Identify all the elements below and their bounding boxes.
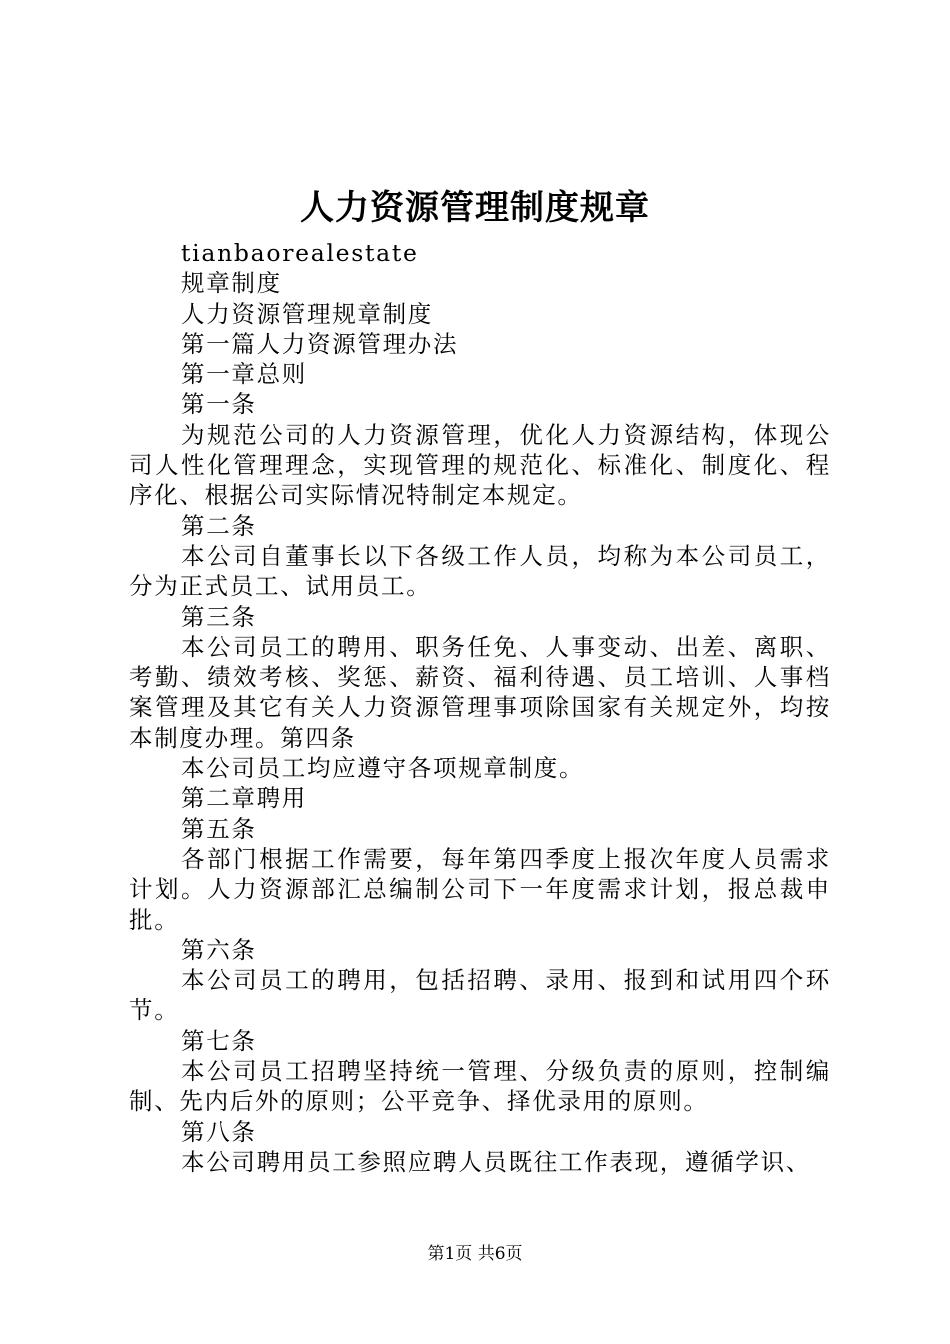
paragraph: 第三条: [181, 602, 257, 631]
paragraph: 第一章总则: [181, 360, 307, 389]
paragraph: 规章制度: [181, 269, 282, 298]
paragraph: 本公司自董事长以下各级工作人员，均称为本公司员工，分为正式员工、试用员工。: [129, 541, 831, 601]
paragraph: 本公司员工招聘坚持统一管理、分级负责的原则，控制编制、先内后外的原则；公平竞争、择优录用的原则。: [129, 1057, 831, 1116]
paragraph: 第五条: [181, 814, 257, 843]
paragraph: 本公司员工的聘用、职务任免、人事变动、出差、离职、考勤、绩效考核、奖惩、薪资、福利待遇、员工培训、人事档案管理及其它有关人力资源管理事项除国家有关规定外，均按本制度办理。第四条: [129, 632, 831, 752]
paragraph: 第二章聘用: [181, 784, 307, 813]
paragraph: 第七条: [181, 1026, 257, 1055]
document-title: 人力资源管理制度规章: [300, 188, 650, 228]
paragraph: 本公司员工均应遵守各项规章制度。: [181, 754, 585, 783]
paragraph: 本公司员工的聘用，包括招聘、录用、报到和试用四个环节。: [129, 966, 831, 1025]
paragraph: 人力资源管理规章制度: [181, 299, 433, 328]
page-number-footer: 第1页 共6页: [427, 1244, 523, 1264]
paragraph: 第六条: [181, 935, 257, 964]
paragraph: 第八条: [181, 1117, 257, 1146]
paragraph: 本公司聘用员工参照应聘人员既往工作表现，遵循学识、: [181, 1147, 811, 1176]
document-body: [129, 238, 831, 1177]
paragraph: tianbaorealestate: [181, 239, 419, 267]
paragraph: 为规范公司的人力资源管理，优化人力资源结构，体现公司人性化管理理念，实现管理的规范化、标准化、制度化、程序化、根据公司实际情况特制定本规定。: [129, 420, 831, 510]
paragraph: 第一篇人力资源管理办法: [181, 329, 459, 358]
paragraph: 第一条: [181, 390, 257, 419]
paragraph: 第二条: [181, 511, 257, 540]
paragraph: 各部门根据工作需要，每年第四季度上报次年度人员需求计划。人力资源部汇总编制公司下一年度需求计划，报总裁申批。: [129, 844, 831, 934]
